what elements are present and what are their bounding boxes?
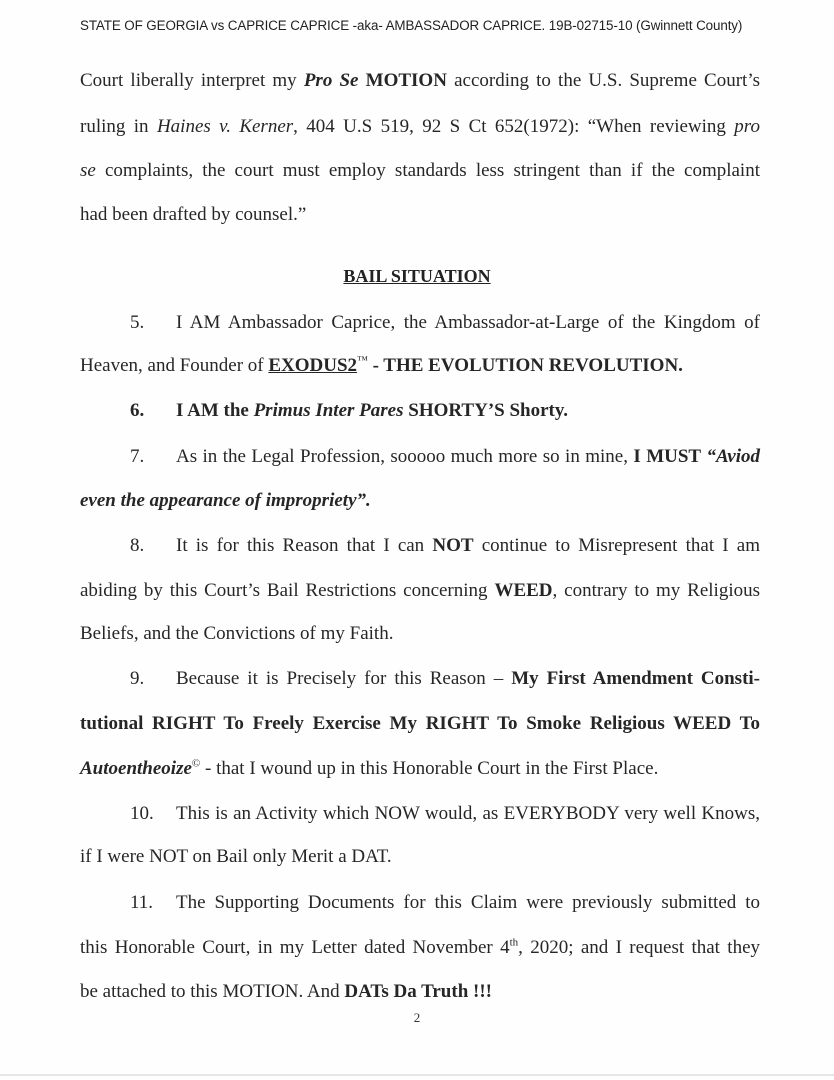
text: according to the U.S. Supreme Court’s [446,70,760,91]
text: The Supporting Documents for this Claim were previously submitted to [176,892,760,913]
text: be attached to this MOTION. And [80,981,345,1002]
paragraph-number: 8. [130,535,145,556]
paragraph-10-line-1 [130,803,760,825]
intro-line-4: had been drafted by counsel.” [80,204,307,225]
text: , 2020; and I request that they [518,937,761,958]
text: this Honorable Court, in my Letter dated November 4 [80,937,510,958]
page-number: 2 [413,1010,421,1025]
case-header: STATE OF GEORGIA vs CAPRICE CAPRICE -aka- AMBASSADOR CAPRICE. 19B-02715-10 (Gwinnett County) [80,18,743,33]
text: se [80,160,96,181]
section-heading: BAIL SITUATION [343,266,491,286]
trademark-symbol: ™ [357,354,368,367]
text: I AM Ambassador Caprice, the Ambassador-at-Large of the Kingdom of [176,312,760,333]
paragraph-9-line-3 [80,758,658,780]
paragraph-5-line-1 [130,312,760,334]
text: Because it is Precisely for this Reason – [176,668,512,689]
paragraph-number: 6. [130,400,145,421]
paragraph-number: 11. [130,892,154,913]
paragraph-8-line-3: Beliefs, and the Convictions of my Faith. [80,623,394,644]
motion-emphasis: MOTION [358,70,447,91]
text: DATs Da Truth !!! [344,981,492,1002]
text: - that I wound up in this Honorable Court in the First Place. [200,758,659,779]
text: pro [734,116,760,137]
paragraph-9-line-1 [130,668,760,690]
paragraph-number: 9. [130,668,145,689]
paragraph-11-line-3 [80,981,492,1003]
text: abiding by this Court’s Bail Restrictions concerning [80,580,495,601]
text: , contrary to my Religious [552,580,760,601]
intro-line-2 [80,116,760,138]
paragraph-8-line-1 [130,535,760,557]
case-citation: Haines v. Kerner [156,116,294,137]
intro-line-3 [80,160,760,182]
text: continue to Misrepresent that I am [473,535,760,556]
page-edge-divider [0,1074,834,1076]
paragraph-6 [130,400,568,422]
ordinal-suffix: th [509,936,519,949]
text: Heaven, and Founder of [80,355,269,376]
text: complaints, the court must employ standards less stringent than if the complaint [95,160,760,181]
pro-se-emphasis: Pro Se [303,70,359,91]
text: “Aviod [701,446,760,467]
text: This is an Activity which NOW would, as EVERYBODY very well Knows, [176,803,760,824]
exodus2-brand: EXODUS2 [268,355,358,376]
text: SHORTY’S Shorty. [403,400,569,421]
paragraph-10-line-2: if I were NOT on Bail only Merit a DAT. [80,846,392,867]
paragraph-number: 10. [130,803,154,824]
text: NOT [432,535,474,556]
text: My First Amendment Consti- [511,668,761,689]
text: As in the Legal Profession, sooooo much more so in mine, [176,446,634,467]
text: - THE EVOLUTION REVOLUTION. [367,355,683,376]
text: , 404 U.S 519, 92 S Ct 652(1972): “When reviewing [293,116,735,137]
paragraph-number: 7. [130,446,145,467]
text: I AM the [176,400,254,421]
paragraph-5-line-2 [80,355,683,377]
paragraph-7-line-1 [130,446,760,468]
paragraph-11-line-1 [130,892,760,914]
paragraph-7-line-2: even the appearance of impropriety”. [80,490,371,511]
copyright-symbol: © [191,757,201,770]
intro-line-1 [80,70,760,92]
paragraph-11-line-2 [80,937,760,959]
text: I MUST [633,446,702,467]
text: Autoentheoize [80,758,192,779]
text: WEED [494,580,553,601]
text: It is for this Reason that I can [176,535,433,556]
paragraph-number: 5. [130,312,145,333]
text: ruling in [80,116,157,137]
text: Court liberally interpret my [80,70,304,91]
paragraph-9-line-2: tutional RIGHT To Freely Exercise My RIGHT To Smoke Religious WEED To [80,713,760,734]
text: Primus Inter Pares [253,400,404,421]
paragraph-8-line-2 [80,580,760,602]
